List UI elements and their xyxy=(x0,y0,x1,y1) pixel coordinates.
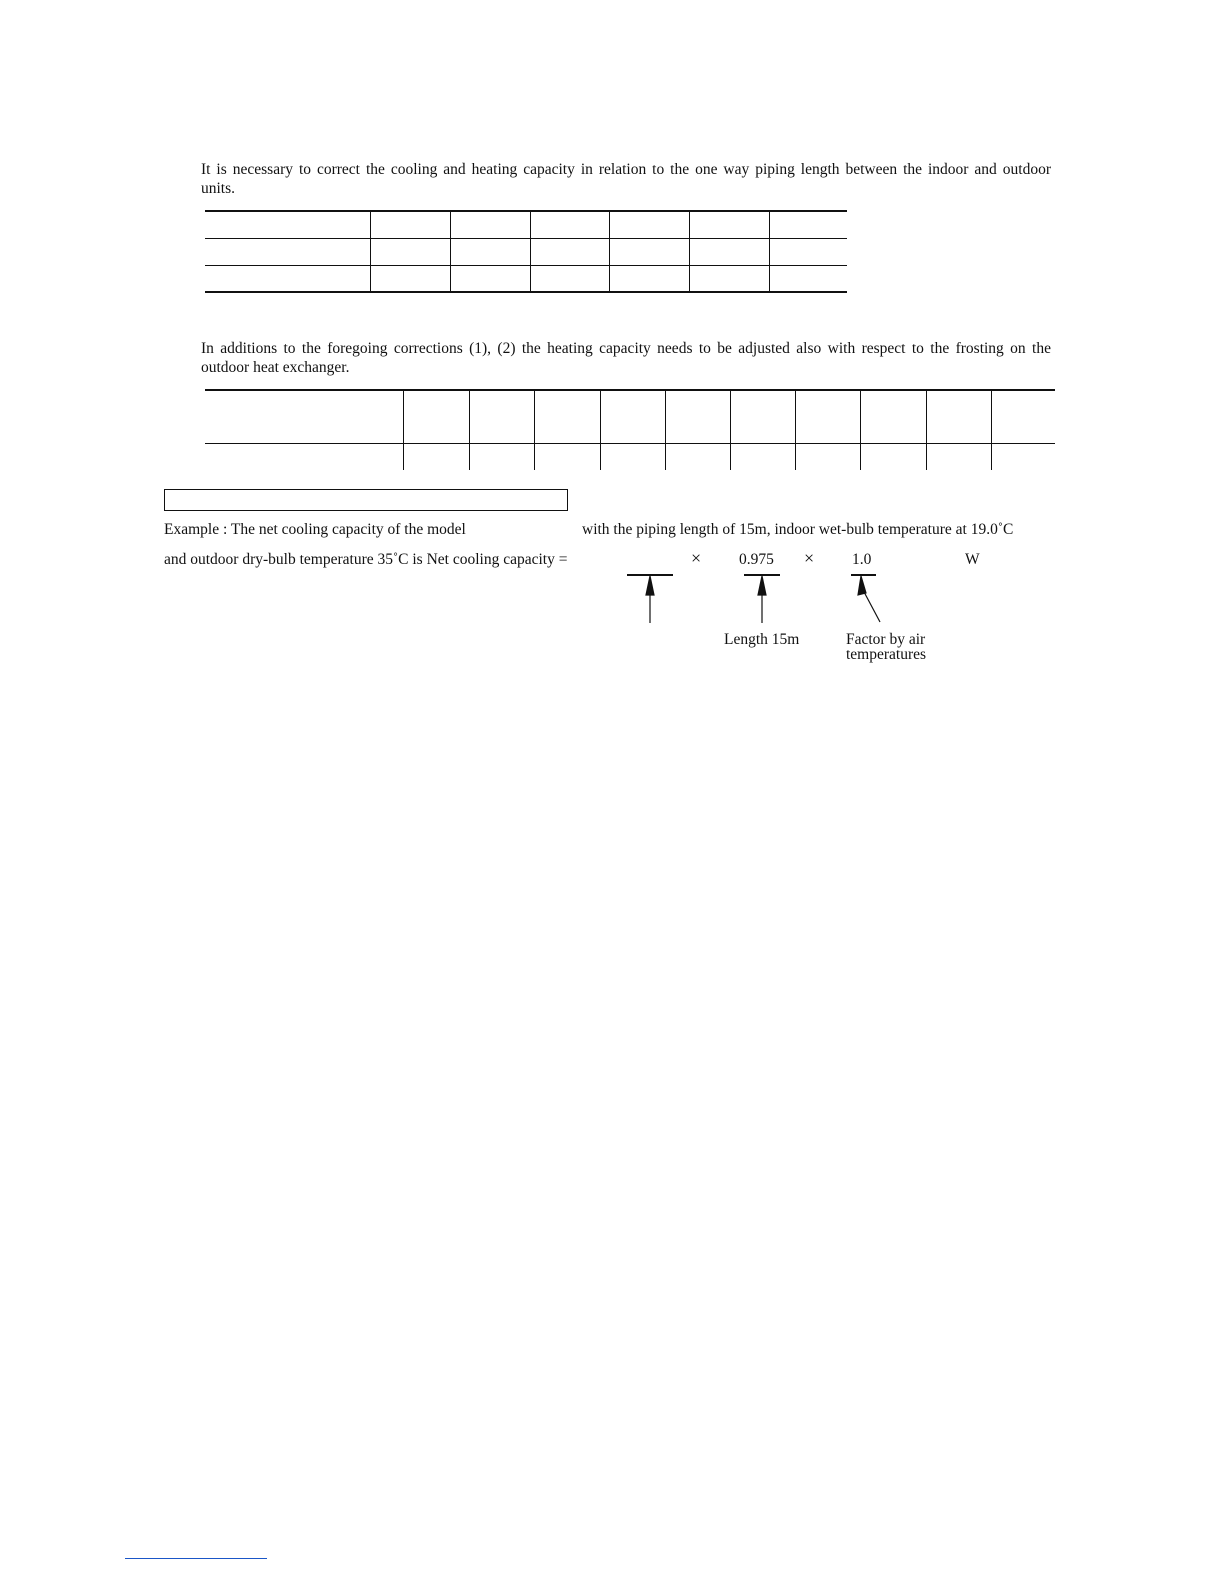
footer-rule xyxy=(125,1558,267,1559)
capacity-arrow-head xyxy=(646,576,654,595)
air-factor-label-line-2: temperatures xyxy=(846,646,927,663)
air-factor-value: 1.0 xyxy=(852,551,872,568)
piping-length-paragraph-line-1: It is necessary to correct the cooling and heating capacity in relation to the one way piping length between the indoor and outdoor xyxy=(201,161,1051,178)
length-label: Length 15m xyxy=(724,631,800,648)
air-factor-label-line-1: Factor by air xyxy=(846,631,926,648)
air-arrow-head xyxy=(858,576,866,595)
example-line-1-right: with the piping length of 15m, indoor wet-bulb temperature at 19.0˚C xyxy=(582,521,1014,538)
times-symbol: × xyxy=(804,548,815,568)
times-symbol: × xyxy=(691,548,702,568)
length-factor-value: 0.975 xyxy=(739,551,774,568)
frosting-paragraph-line-2: outdoor heat exchanger. xyxy=(201,359,350,376)
unit-label: W xyxy=(965,551,980,568)
example-line-2-left: and outdoor dry-bulb temperature 35˚C is Net cooling capacity = xyxy=(164,551,568,568)
piping-length-paragraph-line-2: units. xyxy=(201,180,236,197)
air-arrow-shaft xyxy=(863,590,880,622)
frosting-paragraph-line-1: In additions to the foregoing corrections (1), (2) the heating capacity needs to be adjusted also with respect to the frosting on the xyxy=(201,340,1051,357)
example-line-1-left: Example : The net cooling capacity of the model xyxy=(164,521,466,538)
length-arrow-head xyxy=(758,576,766,595)
